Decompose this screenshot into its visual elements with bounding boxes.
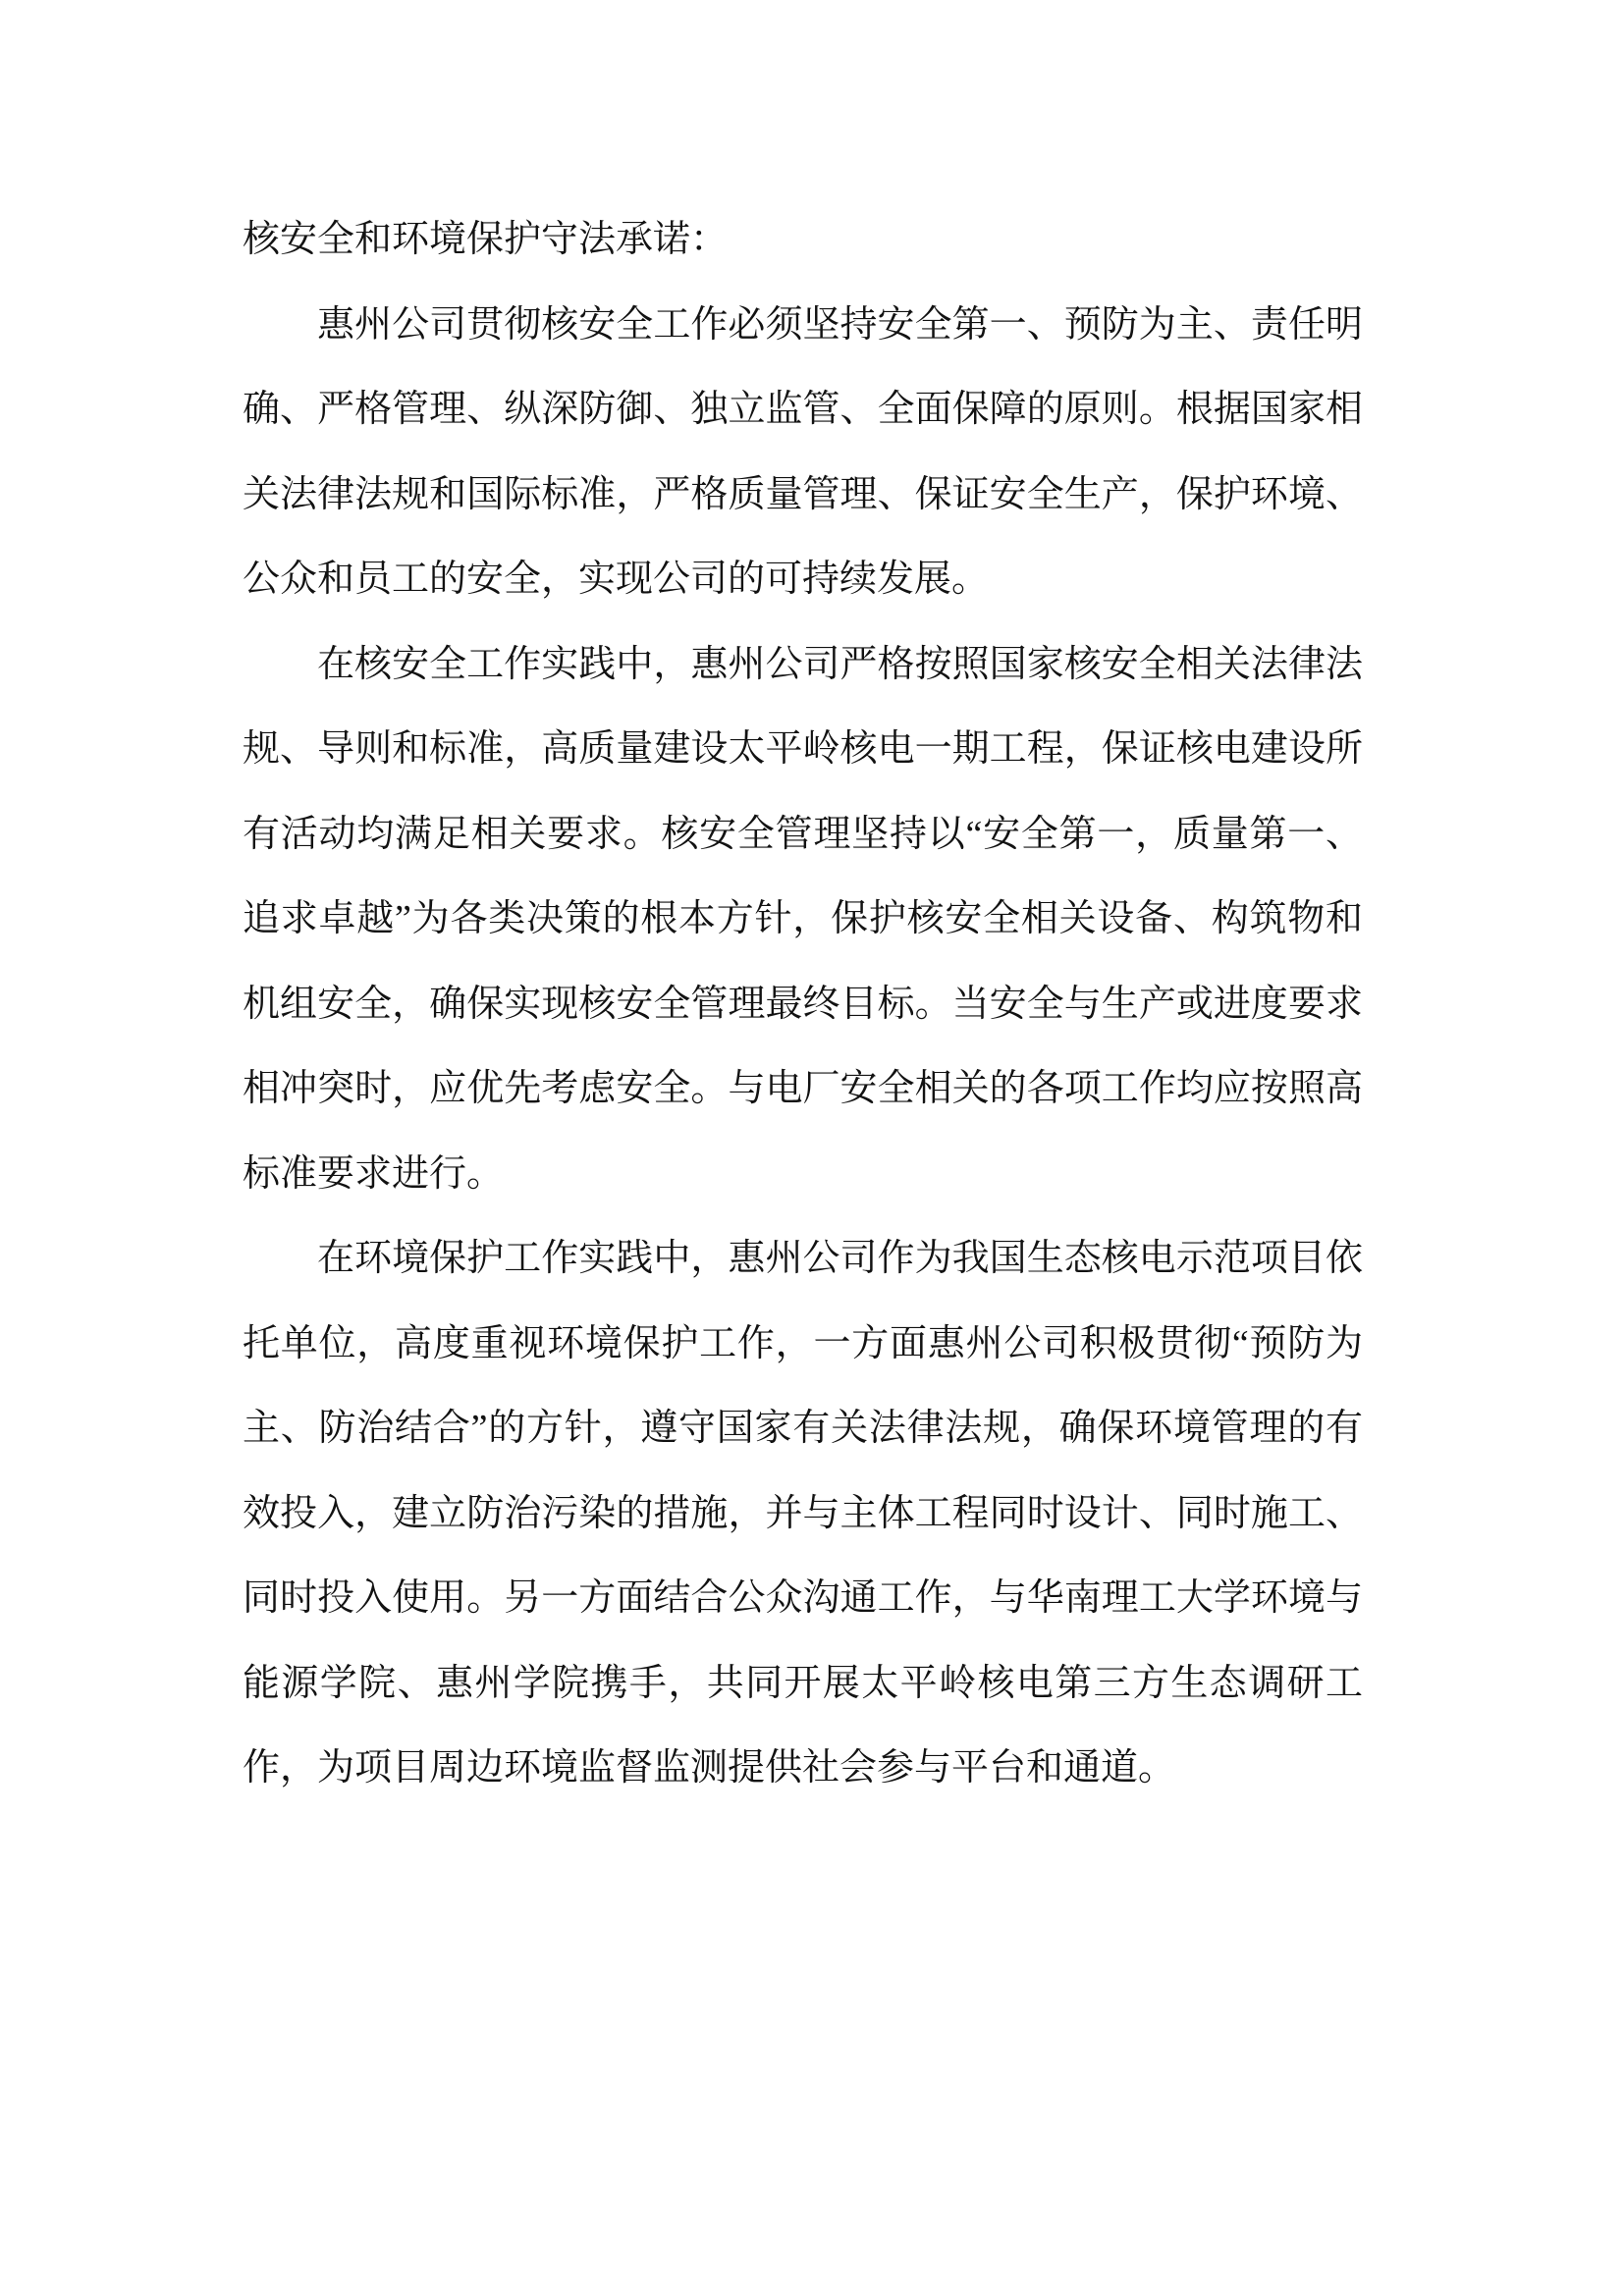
document-body <box>243 197 1363 1811</box>
document-title: 核安全和环境保护守法承诺： <box>243 219 729 260</box>
paragraph-nuclear-safety-practice: 在核安全工作实践中，惠州公司严格按照国家核安全相关法律法规、导则和标准，高质量建设太平岭核电一期工程，保证核电建设所有活动均满足相关要求。核安全管理坚持以“安全第一，质量第一、追求卓越”为各类决策的根本方针，保护核安全相关设备、构筑物和机组安全，确保实现核安全管理最终目标。当安全与生产或进度要求相冲突时，应优先考虑安全。与电厂安全相关的各项工作均应按照高标准要求进行。 <box>243 643 1363 1195</box>
paragraph-nuclear-safety-principles: 惠州公司贯彻核安全工作必须坚持安全第一、预防为主、责任明确、严格管理、纵深防御、独立监管、全面保障的原则。根据国家相关法律法规和国际标准，严格质量管理、保证安全生产，保护环境、公众和员工的安全，实现公司的可持续发展。 <box>243 303 1363 600</box>
paragraph-environmental-protection-practice: 在环境保护工作实践中，惠州公司作为我国生态核电示范项目依托单位，高度重视环境保护工作，一方面惠州公司积极贯彻“预防为主、防治结合”的方针，遵守国家有关法律法规，确保环境管理的有效投入，建立防治污染的措施，并与主体工程同时设计、同时施工、同时投入使用。另一方面结合公众沟通工作，与华南理工大学环境与能源学院、惠州学院携手，共同开展太平岭核电第三方生态调研工作，为项目周边环境监督监测提供社会参与平台和通道。 <box>243 1238 1363 1789</box>
